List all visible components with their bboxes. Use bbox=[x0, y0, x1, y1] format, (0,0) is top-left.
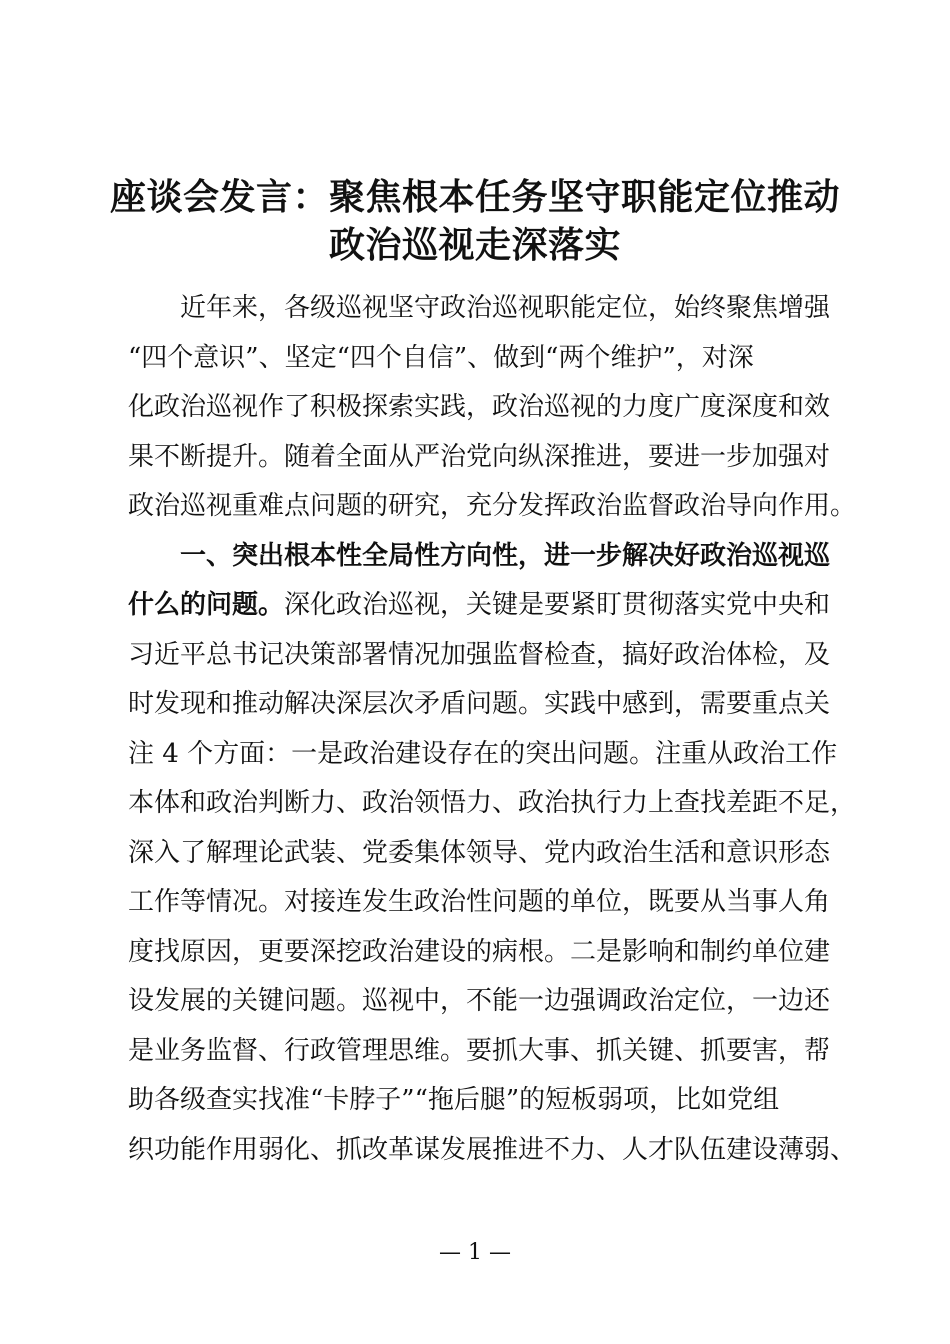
body-line: 近年来，各级巡视坚守政治巡视职能定位，始终聚焦增强 bbox=[180, 293, 831, 323]
body-line: 度找原因，更要深挖政治建设的病根。二是影响和制约单位建 bbox=[128, 936, 831, 967]
page-number: — 1 — bbox=[439, 1240, 511, 1265]
body-line: “四个意识”、坚定“四个自信”、做到“两个维护”，对深 bbox=[128, 342, 754, 373]
body-line: 深入了解理论武装、党委集体领导、党内政治生活和意识形态 bbox=[128, 837, 831, 868]
section-heading-line bbox=[128, 532, 836, 582]
body-line: 设发展的关键问题。巡视中，不能一边强调政治定位，一边还 bbox=[128, 986, 831, 1016]
section-heading-end: 什么的问题。 bbox=[128, 590, 285, 620]
body-line: 本体和政治判断力、政治领悟力、政治执行力上查找差距不足， bbox=[128, 788, 857, 818]
body-line: 助各级查实找准“卡脖子”“拖后腿”的短板弱项，比如党组 bbox=[128, 1085, 780, 1115]
title-line: 座谈会发言：聚焦根本任务坚守职能定位推动 bbox=[110, 177, 841, 218]
document-body bbox=[128, 284, 857, 1175]
body-line: 果不断提升。随着全面从严治党向纵深推进，要进一步加强对 bbox=[128, 441, 831, 472]
body-line: 政治巡视重难点问题的研究，充分发挥政治监督政治导向作用。 bbox=[128, 491, 857, 521]
body-line: 注 4 个方面：一是政治建设存在的突出问题。注重从政治工作 bbox=[128, 738, 838, 769]
section-heading: 一、突出根本性全局性方向性，进一步解决好政治巡视巡 bbox=[180, 540, 831, 571]
body-line bbox=[128, 581, 836, 631]
body-line: 织功能作用弱化、抓改革谋发展推进不力、人才队伍建设薄弱、 bbox=[128, 1134, 857, 1165]
body-line: 习近平总书记决策部署情况加强监督检查，搞好政治体检，及 bbox=[128, 639, 831, 670]
title-line: 政治巡视走深落实 bbox=[328, 225, 621, 266]
body-line: 时发现和推动解决深层次矛盾问题。实践中感到，需要重点关 bbox=[128, 689, 831, 719]
document-title bbox=[110, 174, 840, 270]
body-line: 工作等情况。对接连发生政治性问题的单位，既要从当事人角 bbox=[128, 887, 831, 917]
body-run: 深化政治巡视，关键是要紧盯贯彻落实党中央和 bbox=[284, 590, 831, 620]
body-line: 化政治巡视作了积极探索实践，政治巡视的力度广度深度和效 bbox=[128, 392, 831, 422]
body-line: 是业务监督、行政管理思维。要抓大事、抓关键、抓要害，帮 bbox=[128, 1035, 831, 1066]
